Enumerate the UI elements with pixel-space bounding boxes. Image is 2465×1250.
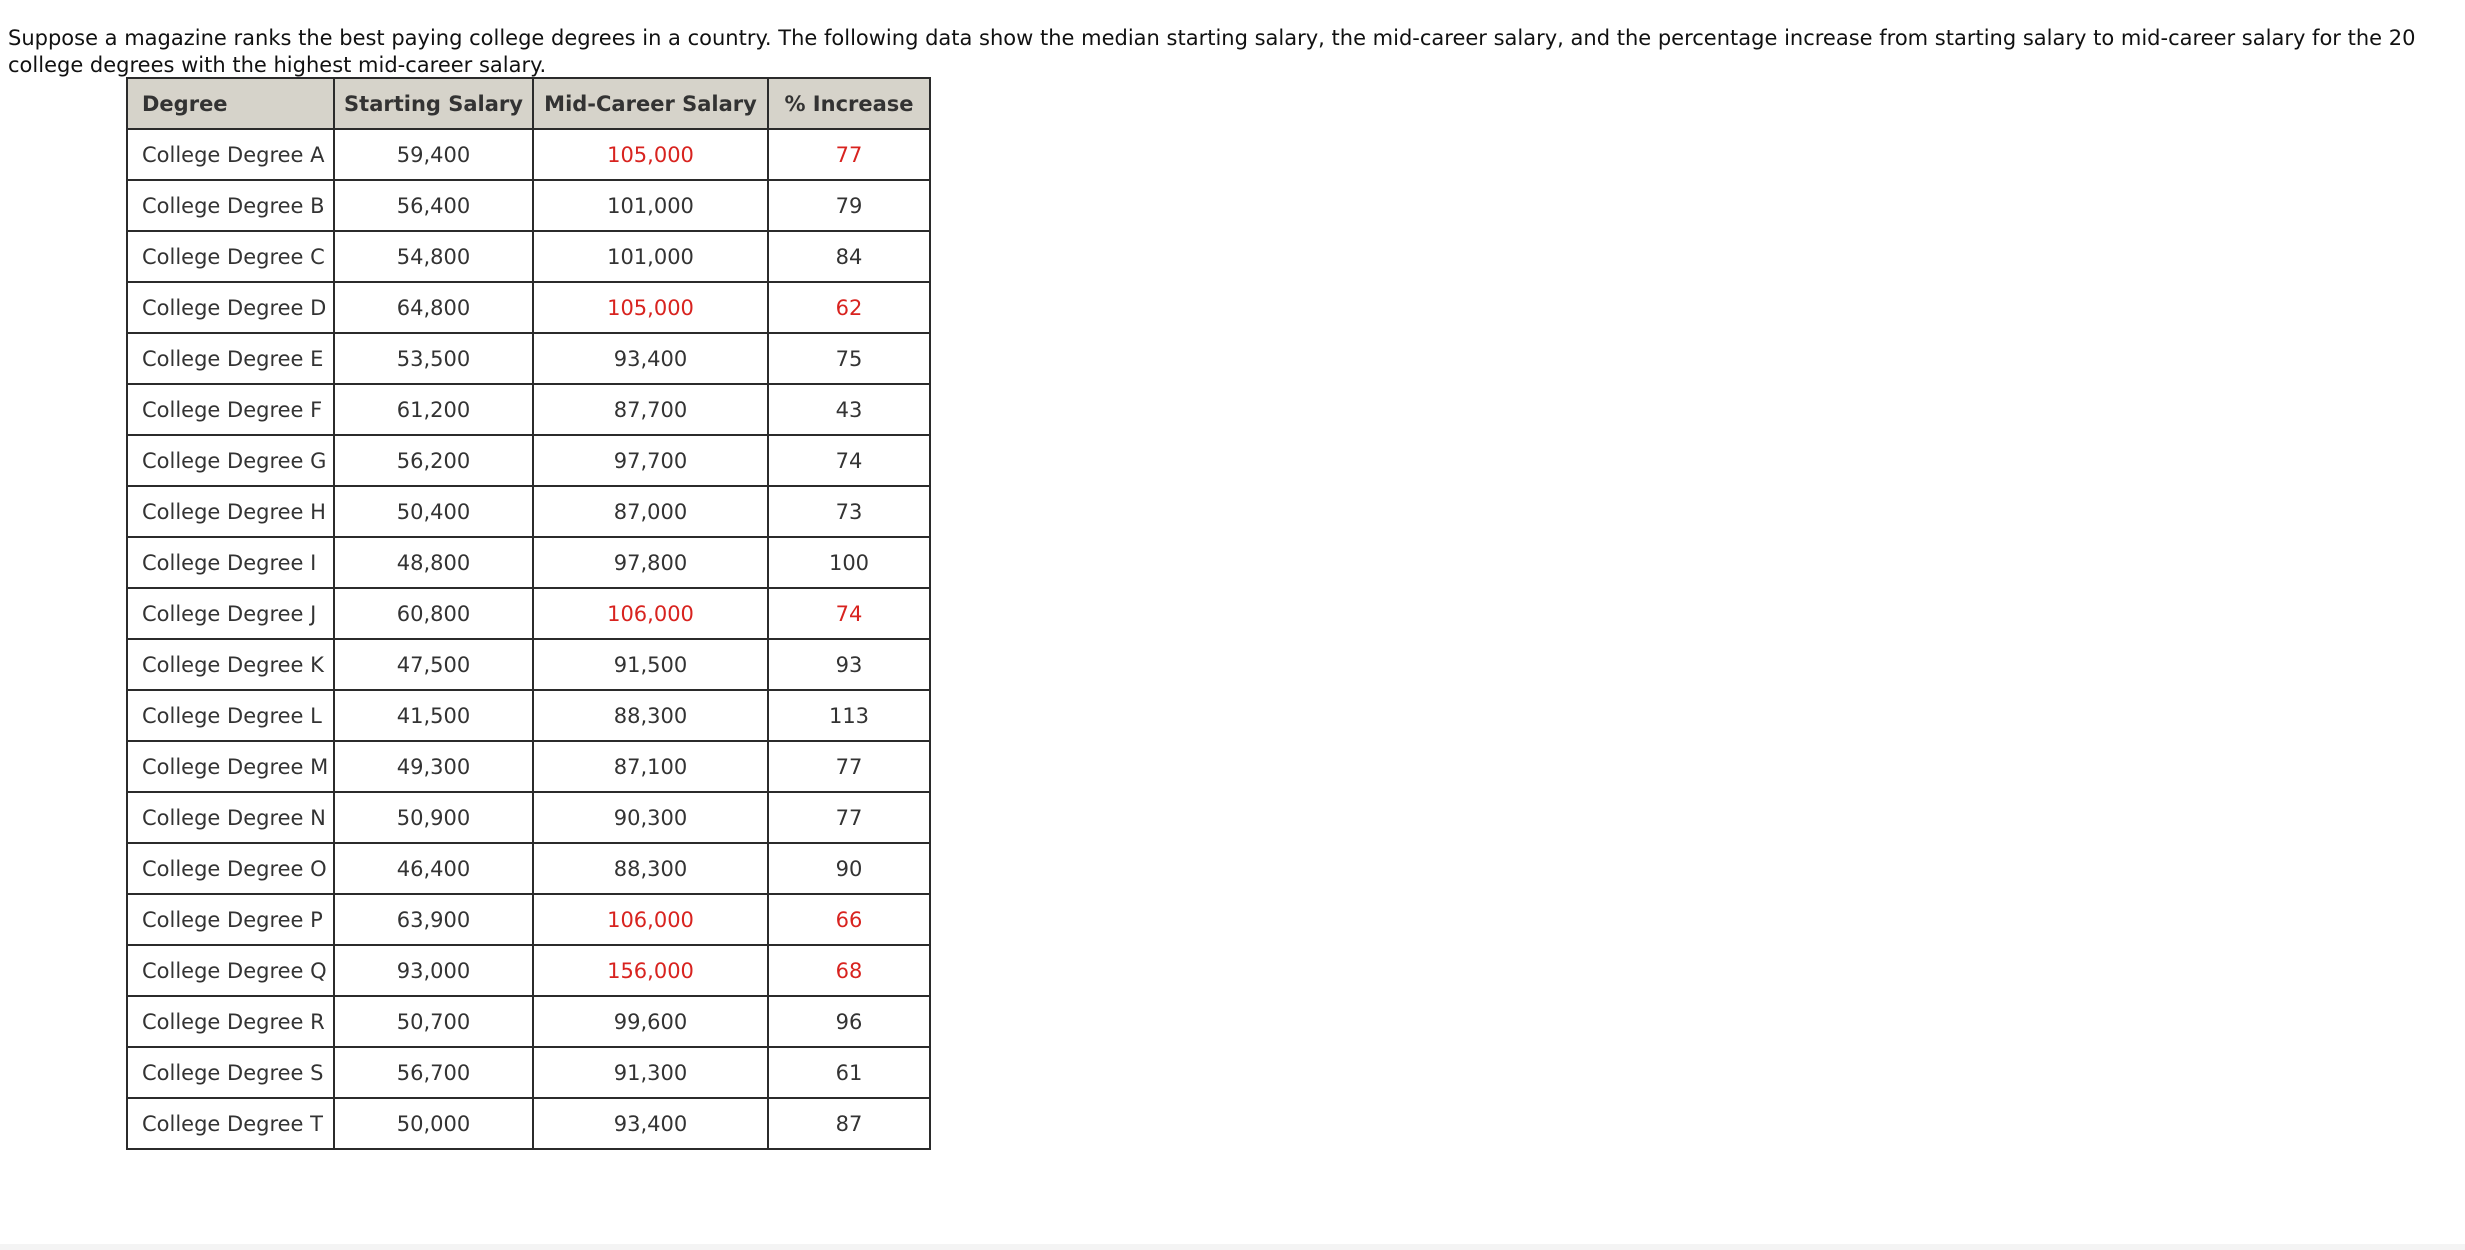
table-row <box>127 1047 930 1098</box>
cell-degree: College Degree A <box>127 129 334 180</box>
cell-mid-career-salary: 93,400 <box>533 333 768 384</box>
table-row <box>127 741 930 792</box>
cell-starting-salary: 56,200 <box>334 435 533 486</box>
table-row <box>127 129 930 180</box>
cell-degree: College Degree F <box>127 384 334 435</box>
cell-percent-increase: 77 <box>768 129 930 180</box>
cell-starting-salary: 50,900 <box>334 792 533 843</box>
cell-mid-career-salary: 87,700 <box>533 384 768 435</box>
cell-percent-increase: 43 <box>768 384 930 435</box>
table-row <box>127 180 930 231</box>
cell-mid-career-salary: 88,300 <box>533 843 768 894</box>
cell-starting-salary: 48,800 <box>334 537 533 588</box>
cell-starting-salary: 49,300 <box>334 741 533 792</box>
cell-degree: College Degree T <box>127 1098 334 1149</box>
cell-degree: College Degree J <box>127 588 334 639</box>
cell-degree: College Degree P <box>127 894 334 945</box>
cell-percent-increase: 66 <box>768 894 930 945</box>
cell-degree: College Degree S <box>127 1047 334 1098</box>
cell-mid-career-salary: 97,700 <box>533 435 768 486</box>
cell-starting-salary: 50,400 <box>334 486 533 537</box>
table-header-row <box>127 78 930 129</box>
table-row <box>127 537 930 588</box>
table-row <box>127 1098 930 1149</box>
cell-percent-increase: 79 <box>768 180 930 231</box>
cell-mid-career-salary: 93,400 <box>533 1098 768 1149</box>
cell-percent-increase: 73 <box>768 486 930 537</box>
cell-degree: College Degree D <box>127 282 334 333</box>
cell-degree: College Degree I <box>127 537 334 588</box>
table-body <box>127 129 930 1149</box>
cell-percent-increase: 77 <box>768 741 930 792</box>
cell-percent-increase: 84 <box>768 231 930 282</box>
cell-percent-increase: 68 <box>768 945 930 996</box>
table-row <box>127 690 930 741</box>
table-row <box>127 792 930 843</box>
table-row <box>127 945 930 996</box>
cell-starting-salary: 59,400 <box>334 129 533 180</box>
cell-starting-salary: 93,000 <box>334 945 533 996</box>
cell-starting-salary: 54,800 <box>334 231 533 282</box>
cell-degree: College Degree O <box>127 843 334 894</box>
cell-percent-increase: 90 <box>768 843 930 894</box>
table-row <box>127 843 930 894</box>
cell-percent-increase: 93 <box>768 639 930 690</box>
cell-mid-career-salary: 106,000 <box>533 894 768 945</box>
cell-starting-salary: 64,800 <box>334 282 533 333</box>
cell-starting-salary: 41,500 <box>334 690 533 741</box>
cell-percent-increase: 62 <box>768 282 930 333</box>
cell-mid-career-salary: 156,000 <box>533 945 768 996</box>
cell-starting-salary: 63,900 <box>334 894 533 945</box>
table-row <box>127 486 930 537</box>
cell-degree: College Degree R <box>127 996 334 1047</box>
cell-degree: College Degree G <box>127 435 334 486</box>
cell-mid-career-salary: 105,000 <box>533 129 768 180</box>
cell-starting-salary: 47,500 <box>334 639 533 690</box>
cell-starting-salary: 50,700 <box>334 996 533 1047</box>
cell-mid-career-salary: 97,800 <box>533 537 768 588</box>
cell-mid-career-salary: 91,300 <box>533 1047 768 1098</box>
header-percent-increase: % Increase <box>768 78 930 129</box>
cell-starting-salary: 61,200 <box>334 384 533 435</box>
cell-starting-salary: 56,700 <box>334 1047 533 1098</box>
cell-starting-salary: 56,400 <box>334 180 533 231</box>
cell-degree: College Degree N <box>127 792 334 843</box>
table-row <box>127 588 930 639</box>
cell-percent-increase: 96 <box>768 996 930 1047</box>
cell-percent-increase: 74 <box>768 435 930 486</box>
table-row <box>127 282 930 333</box>
cell-starting-salary: 53,500 <box>334 333 533 384</box>
table-row <box>127 333 930 384</box>
cell-percent-increase: 77 <box>768 792 930 843</box>
table-row <box>127 996 930 1047</box>
cell-degree: College Degree L <box>127 690 334 741</box>
cell-mid-career-salary: 106,000 <box>533 588 768 639</box>
table-row <box>127 231 930 282</box>
cell-starting-salary: 46,400 <box>334 843 533 894</box>
table-row <box>127 435 930 486</box>
table-row <box>127 894 930 945</box>
cell-mid-career-salary: 99,600 <box>533 996 768 1047</box>
cell-mid-career-salary: 105,000 <box>533 282 768 333</box>
cell-mid-career-salary: 91,500 <box>533 639 768 690</box>
cell-mid-career-salary: 101,000 <box>533 180 768 231</box>
header-starting-salary: Starting Salary <box>334 78 533 129</box>
table-row <box>127 384 930 435</box>
cell-mid-career-salary: 90,300 <box>533 792 768 843</box>
cell-degree: College Degree Q <box>127 945 334 996</box>
cell-percent-increase: 113 <box>768 690 930 741</box>
salary-table <box>126 77 931 1150</box>
header-mid-career-salary: Mid-Career Salary <box>533 78 768 129</box>
cell-starting-salary: 50,000 <box>334 1098 533 1149</box>
cell-percent-increase: 87 <box>768 1098 930 1149</box>
cell-degree: College Degree K <box>127 639 334 690</box>
header-degree: Degree <box>127 78 334 129</box>
table-row <box>127 639 930 690</box>
cell-mid-career-salary: 87,000 <box>533 486 768 537</box>
cell-degree: College Degree H <box>127 486 334 537</box>
intro-paragraph: Suppose a magazine ranks the best paying college degrees in a country. The following data show the median starting salary, the mid-career salary, and the percentage increase from starting salary to mid-career salary for the 20 college degrees with the highest mid-career salary. <box>8 26 2416 77</box>
cell-mid-career-salary: 101,000 <box>533 231 768 282</box>
cell-starting-salary: 60,800 <box>334 588 533 639</box>
cell-degree: College Degree E <box>127 333 334 384</box>
cell-degree: College Degree C <box>127 231 334 282</box>
cell-mid-career-salary: 88,300 <box>533 690 768 741</box>
cell-degree: College Degree B <box>127 180 334 231</box>
cell-percent-increase: 100 <box>768 537 930 588</box>
cell-percent-increase: 61 <box>768 1047 930 1098</box>
cell-mid-career-salary: 87,100 <box>533 741 768 792</box>
bottom-divider <box>0 1244 2465 1250</box>
cell-degree: College Degree M <box>127 741 334 792</box>
cell-percent-increase: 74 <box>768 588 930 639</box>
cell-percent-increase: 75 <box>768 333 930 384</box>
